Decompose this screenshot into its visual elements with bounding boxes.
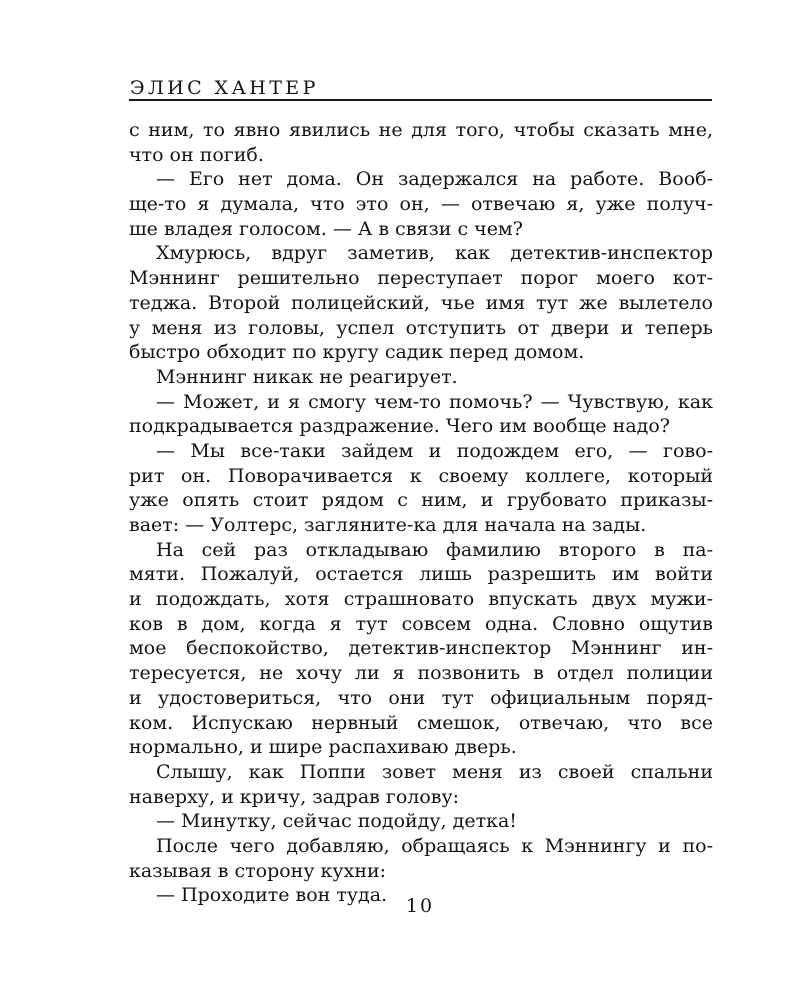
- text-line: — Проходите вон туда.: [156, 884, 388, 907]
- text-line: вает: — Уолтерс, загляните-ка для начала на зады.: [129, 514, 647, 536]
- text-line: мое беспокойство, детектив-инспектор Мэннинг ин-: [129, 637, 713, 660]
- text-line: теджа. Второй полицейский, чье имя тут же вылетело: [129, 291, 713, 314]
- text-line: нормально, и шире распахиваю дверь.: [129, 736, 517, 759]
- text-line: После чего добавляю, обращаясь к Мэннингу и по-: [156, 834, 713, 857]
- text-line: и удостовериться, что они тут официальным поряд-: [129, 686, 713, 709]
- text-line: ще-то я думала, что это он, — отвечаю я, уже получ-: [129, 193, 713, 216]
- text-line: рит он. Поворачивается к своему коллеге, который: [129, 464, 713, 487]
- text-line: — Минутку, сейчас подойду, детка!: [156, 810, 517, 833]
- text-line: тересуется, не хочу ли я позвонить в отдел полиции: [129, 662, 713, 685]
- text-line: казывая в сторону кухни:: [129, 859, 387, 882]
- text-line: На сей раз откладываю фамилию второго в па-: [156, 538, 713, 561]
- page-number: 10: [405, 895, 435, 917]
- text-line: — Его нет дома. Он задержался на работе. Вооб-: [156, 168, 713, 191]
- body-text: [129, 118, 713, 908]
- text-line: ков в дом, когда я тут совсем одна. Словно ощутив: [129, 612, 713, 635]
- text-line: ком. Испускаю нервный смешок, отвечаю, что все: [129, 711, 713, 734]
- text-line: у меня из головы, успел отступить от двери и теперь: [129, 316, 713, 339]
- text-line: Хмурюсь, вдруг заметив, как детектив-инспектор: [156, 242, 713, 265]
- text-line: мяти. Пожалуй, остается лишь разрешить им войти: [129, 563, 713, 586]
- text-line: подкрадывается раздражение. Чего им вообще надо?: [129, 415, 670, 438]
- text-line: Мэннинг никак не реагирует.: [156, 365, 458, 388]
- running-head: ЭЛИС ХАНТЕР: [130, 77, 319, 99]
- text-line: Слышу, как Поппи зовет меня из своей спальни: [156, 760, 713, 783]
- header-rule: [129, 99, 712, 101]
- text-line: — Может, и я смогу чем-то помочь? — Чувствую, как: [156, 390, 713, 413]
- text-line: ше владея голосом. — А в связи с чем?: [129, 217, 523, 240]
- text-line: Мэннинг решительно переступает порог моего кот-: [129, 267, 713, 290]
- text-line: с ним, то явно явились не для того, чтобы сказать мне,: [129, 119, 713, 141]
- text-line: — Мы все-таки зайдем и подождем его, — гово-: [156, 439, 713, 462]
- text-line: наверху, и кричу, задрав голову:: [129, 785, 460, 808]
- text-line: уже опять стоит рядом с ним, и грубовато приказы-: [129, 489, 713, 512]
- text-line: и подождать, хотя страшновато впускать двух мужи-: [129, 588, 713, 611]
- text-line: что он погиб.: [129, 143, 264, 166]
- text-line: быстро обходит по кругу садик перед домом.: [129, 341, 585, 364]
